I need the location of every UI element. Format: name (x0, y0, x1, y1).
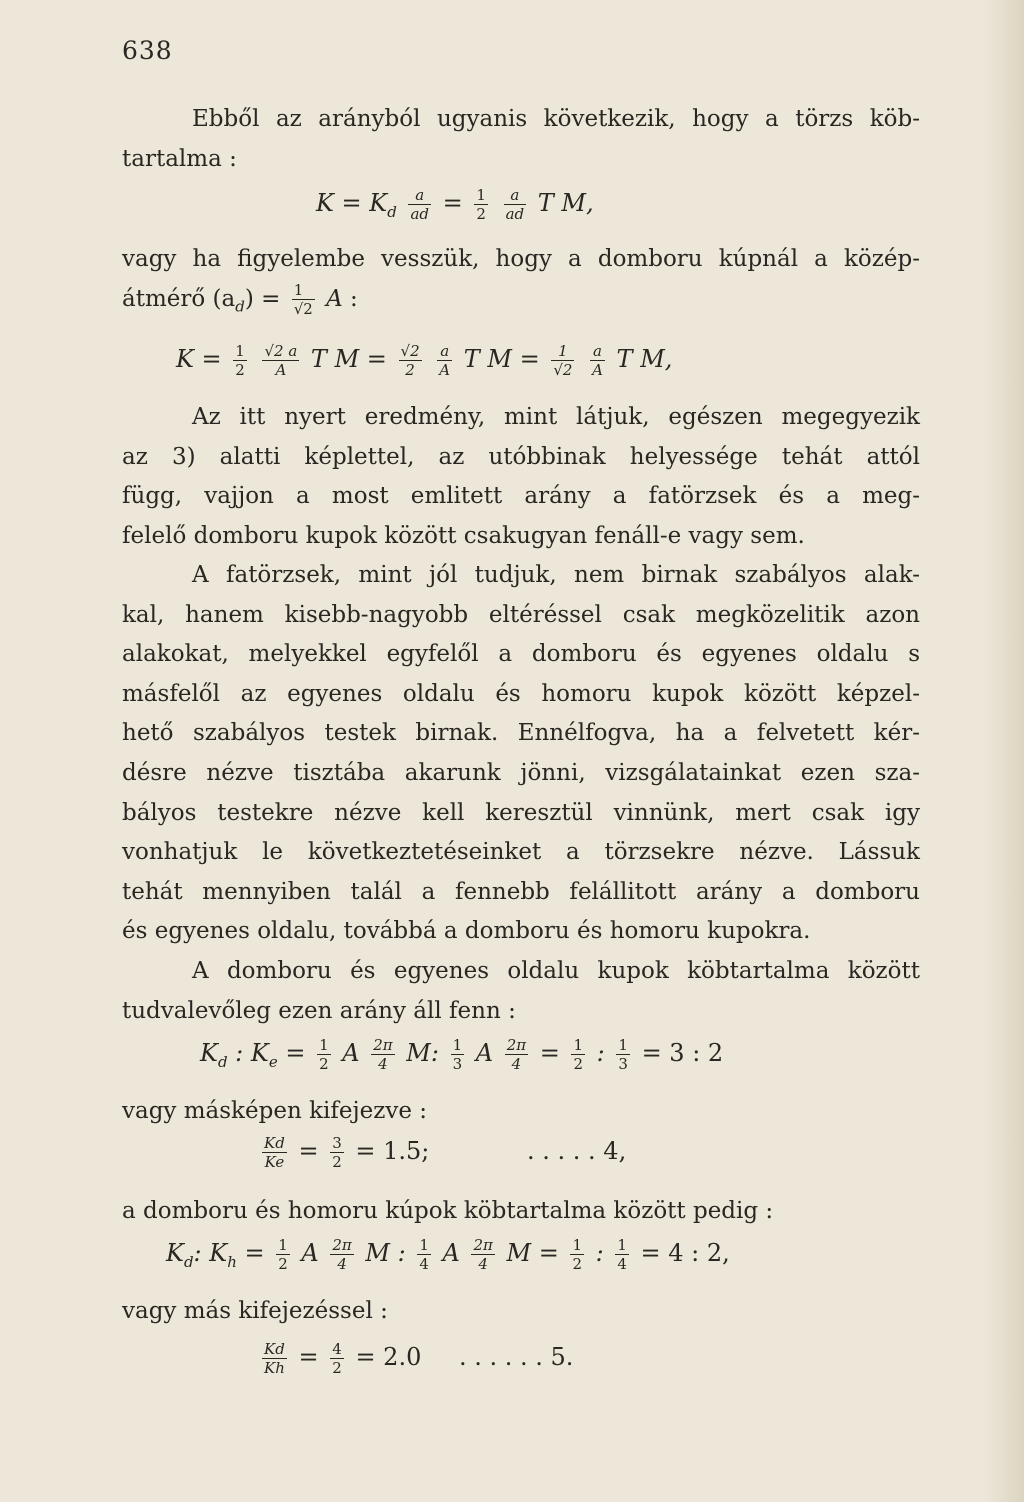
text-line: désre nézve tisztába akarunk jönni, vizsgálatainkat ezen sza- (122, 759, 920, 786)
text-line: alakokat, melyekkel egyfelől a domboru és egyenes oldalu s (122, 641, 920, 668)
equation-6: $\frac{Kd}{Kh}$ = $\frac{4}{2}$ = 2.0 . . . . . . 5. (264, 1340, 574, 1377)
text-line: tudvalevőleg ezen arány áll fenn : (122, 997, 516, 1024)
text-line: a domboru és homoru kúpok köbtartalma között pedig : (122, 1198, 774, 1224)
text-line: átmérő $(a_d)$ = $\frac{1}{√2}$ A : (122, 281, 358, 319)
paragraph-3 (122, 398, 920, 556)
text-line: A fatörzsek, mint jól tudjuk, nem birnak szabályos alak- (192, 562, 920, 588)
text-line: A domboru és egyenes oldalu kupok köbtartalma között (192, 958, 920, 984)
text-line: kal, hanem kisebb-nagyobb eltéréssel csak megközelitik azon (122, 601, 920, 628)
page-edge-shading (984, 0, 1024, 1502)
text-line: és egyenes oldalu, továbbá a domboru és homoru kupokra. (122, 918, 811, 945)
text-line: vagy másképen kifejezve : (122, 1098, 428, 1124)
paragraph-7 (122, 1192, 920, 1232)
text-line: az 3) alatti képlettel, az utóbbinak helyessége tehát attól (122, 443, 920, 470)
text-line: vonhatjuk le következtetéseinket a törzsekre nézve. Lássuk (122, 839, 920, 866)
text-span: átmérő (a (122, 285, 236, 312)
text-line: függ, vajjon a most emlitett arány a fatörzsek és a meg- (122, 483, 920, 510)
equation-3: $K_d$ : $K_e$ = $\frac{1}{2}$ A $\frac{2\pi}{4}$ M: $\frac{1}{3}$ A $\frac{2\pi}{4}$ = $\frac{1}{2}$ : $\frac{1}{3}$ = 3 : 2 (200, 1036, 724, 1073)
paragraph-2 (122, 240, 920, 327)
equation-label-4: . . . . . 4, (527, 1137, 627, 1165)
paragraph-8 (122, 1292, 920, 1332)
text-line: Ebből az arányból ugyanis következik, hogy a törzs köb- (192, 106, 920, 132)
text-line: vagy más kifejezéssel : (122, 1298, 388, 1324)
equation-label-5: . . . . . . 5. (458, 1343, 574, 1371)
paragraph-6 (122, 1092, 920, 1132)
equation-5: $K_d$: $K_h$ = $\frac{1}{2}$ A $\frac{2\pi}{4}$ M : $\frac{1}{4}$ A $\frac{2\pi}{4}$ M = $\frac{1}{2}$ : $\frac{1}{4}$ = 4 : 2, (166, 1236, 730, 1273)
text-line: Az itt nyert eredmény, mint látjuk, egészen megegyezik (192, 404, 920, 430)
text-span: ) = (244, 285, 288, 312)
paragraph-5 (122, 952, 920, 1031)
paragraph-1 (122, 100, 920, 179)
text-line: másfelől az egyenes oldalu és homoru kupok között képzel- (122, 680, 920, 707)
page-number: 638 (122, 36, 173, 65)
equation-1: $K = K_d$ $\frac{a}{ad}$ = $\frac{1}{2}$ $\frac{a}{ad}$ T M, (316, 186, 594, 223)
text-line: felelő domboru kupok között csakugyan fenáll-e vagy sem. (122, 522, 805, 549)
text-line: bályos testekre nézve kell keresztül vinnünk, mert csak igy (122, 799, 920, 826)
text-line: hető szabályos testek birnak. Ennélfogva, ha a felvetett kér- (122, 720, 920, 747)
paragraph-4 (122, 556, 920, 952)
text-line: tartalma : (122, 145, 237, 172)
equation-4: $\frac{Kd}{Ke}$ = $\frac{3}{2}$ = 1.5; . . . . . 4, (264, 1134, 627, 1171)
text-line: tehát mennyiben talál a fennebb felállitott arány a domboru (122, 878, 920, 905)
text-line: vagy ha figyelembe vesszük, hogy a domboru kúpnál a közép- (122, 246, 920, 272)
equation-2: K = $\frac{1}{2}$ $\frac{√2 a}{A}$ T M = $\frac{√2}{2}$ $\frac{a}{A}$ T M = $\frac{1}{√2}$ $\frac{a}{A}$ T M, (176, 342, 673, 379)
